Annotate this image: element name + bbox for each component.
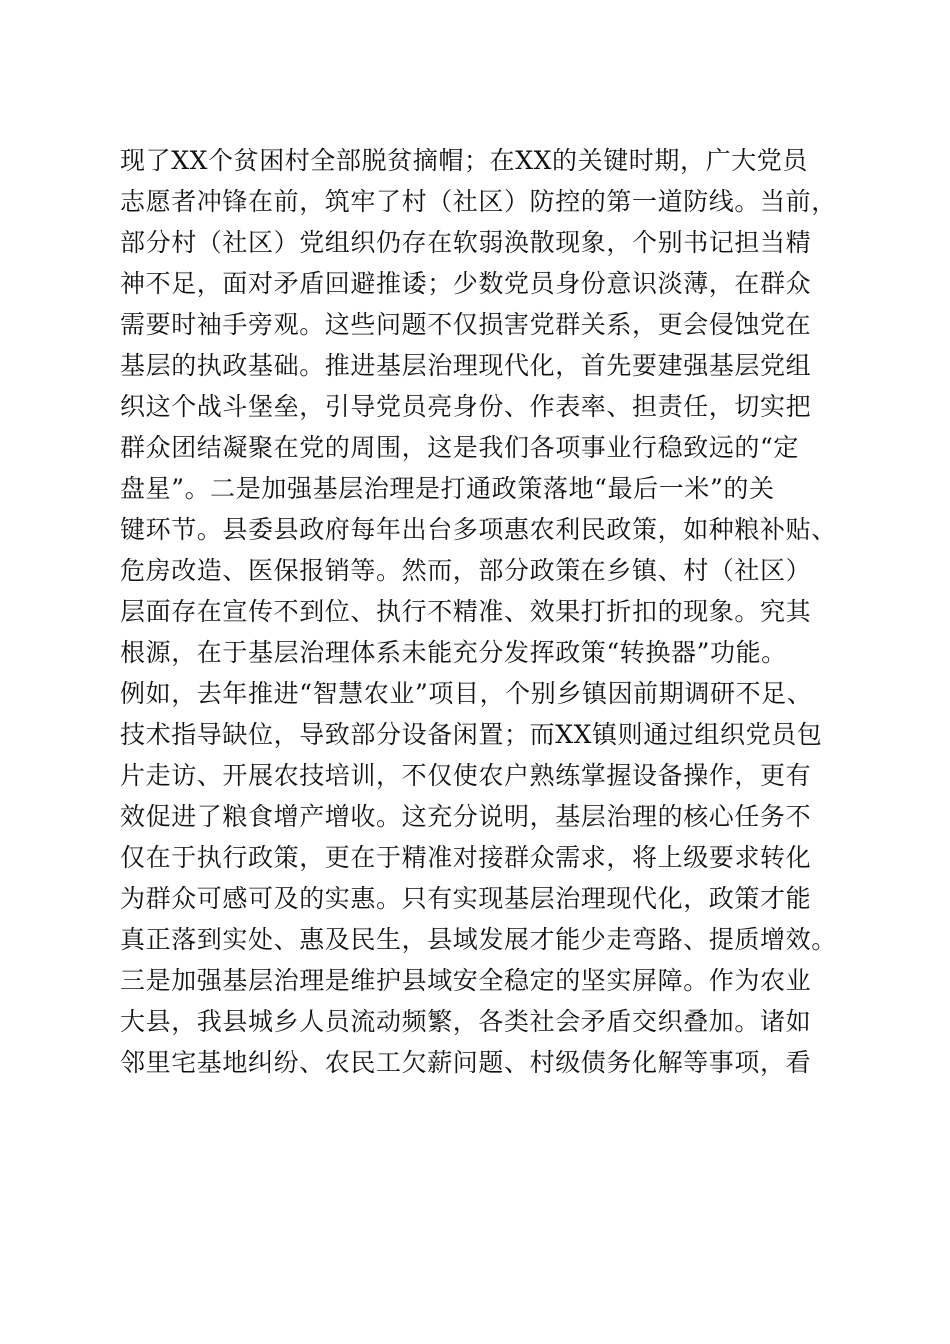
text-line: 危房改造、医保报销等。然而，部分政策在乡镇、村（社区） [120,556,812,585]
text-line: 大县，我县城乡人员流动频繁，各类社会矛盾交织叠加。诸如 [120,1007,812,1036]
body-paragraph [120,140,840,1083]
text-line: 邻里宅基地纠纷、农民工欠薪问题、村级债务化解等事项，看 [120,1048,812,1077]
text-line: 例如，去年推进“智慧农业”项目，个别乡镇因前期调研不足、 [120,679,813,708]
text-line: 群众团结凝聚在党的周围，这是我们各项事业行稳致远的“定 [120,433,799,462]
text-line: 层面存在宣传不到位、执行不精准、效果打折扣的现象。究其 [120,597,812,626]
text-line: 部分村（社区）党组织仍存在软弱涣散现象，个别书记担当精 [120,228,812,257]
text-line: 键环节。县委县政府每年出台多项惠农利民政策，如种粮补贴、 [120,515,837,544]
text-line: 为群众可感可及的实惠。只有实现基层治理现代化，政策才能 [120,884,812,913]
text-line: 根源，在于基层治理体系未能充分发挥政策“转换器”功能。 [120,638,787,667]
text-line: 基层的执政基础。推进基层治理现代化，首先要建强基层党组 [120,351,812,380]
text-line: 织这个战斗堡垒，引导党员亮身份、作表率、担责任，切实把 [120,392,812,421]
text-line: 片走访、开展农技培训，不仅使农户熟练掌握设备操作，更有 [120,761,812,790]
text-line: 盘星”。二是加强基层治理是打通政策落地“最后一米”的关 [120,474,775,503]
text-line: 效促进了粮食增产增收。这充分说明，基层治理的核心任务不 [120,802,812,831]
text-line: 需要时袖手旁观。这些问题不仅损害党群关系，更会侵蚀党在 [120,310,812,339]
text-line: 现了XX个贫困村全部脱贫摘帽；在XX的关键时期，广大党员 [120,146,808,175]
text-line: 志愿者冲锋在前，筑牢了村（社区）防控的第一道防线。当前， [120,187,837,216]
text-line: 神不足，面对矛盾回避推诿；少数党员身份意识淡薄，在群众 [120,269,812,298]
text-line: 技术指导缺位，导致部分设备闲置；而XX镇则通过组织党员包 [120,720,823,749]
text-line: 三是加强基层治理是维护县域安全稳定的坚实屏障。作为农业 [120,966,812,995]
text-line: 仅在于执行政策，更在于精准对接群众需求，将上级要求转化 [120,843,812,872]
text-line: 真正落到实处、惠及民生，县域发展才能少走弯路、提质增效。 [120,925,837,954]
